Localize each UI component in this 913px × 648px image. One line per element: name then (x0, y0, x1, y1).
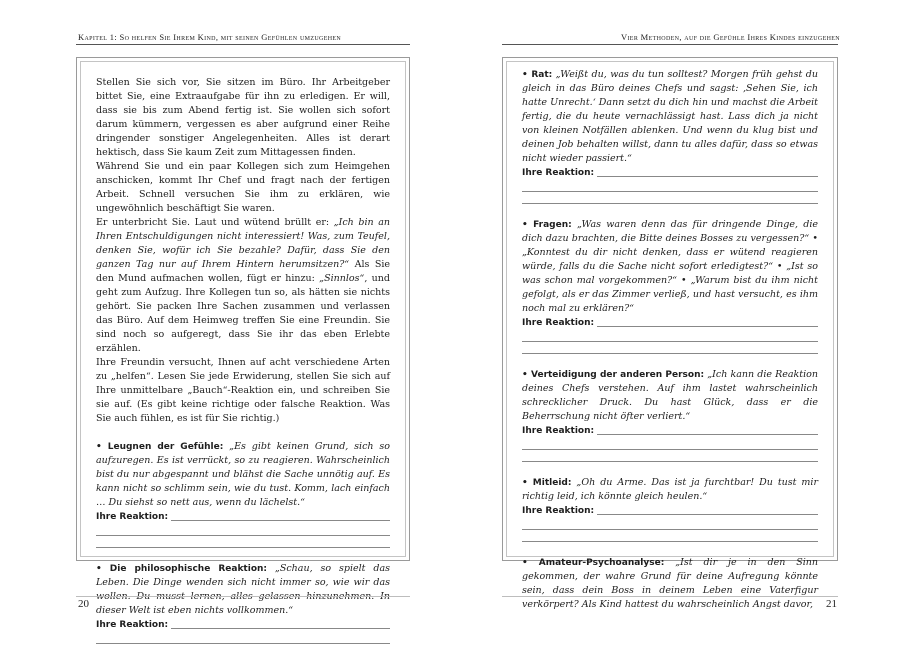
intro-paragraph-2: Während Sie und ein paar Kollegen sich zum Heimgehen anschicken, kommt Ihr Chef und fragt nach der fertigen Arbeit. Schnell versuchen Sie ihm zu erklären, wie ungewöhnlich beschäftigt Sie waren. (96, 161, 390, 214)
reaction-row[interactable]: Ihre Reaktion: (522, 424, 818, 438)
right-column (522, 68, 818, 612)
footer-rule-right (502, 596, 838, 597)
header-rule-left (76, 44, 410, 45)
reaction-row[interactable]: Ihre Reaktion: (96, 510, 390, 524)
answer-line[interactable] (96, 536, 390, 548)
answer-line[interactable] (522, 518, 818, 530)
response-item: • Amateur-Psychoanalyse: „Ist dir je in den Sinn gekommen, der wahre Grund für deine Aufregung könnte sein, dass dein Boss in deinem Leben eine Vaterfigur verkörpert? Als Kind hattest du wahrscheinlich Angst davor, (522, 557, 818, 610)
header-rule-right (502, 44, 838, 45)
intro-paragraph-1: Stellen Sie sich vor, Sie sitzen im Büro. Ihr Arbeitgeber bittet Sie, eine Extraaufgabe für ihn zu erledigen. Er will, dass sie bis zum Abend fertig ist. Sie wollen sich sofort darum kümmern, vergessen es aber aufgrund einer Reihe dringender sonstiger Angelegenheiten. Alles ist derart hektisch, dass Sie kaum Zeit zum Mittagessen finden. (96, 77, 390, 158)
answer-line[interactable] (522, 342, 818, 354)
response-item: • Rat: „Weißt du, was du tun solltest? Morgen früh gehst du gleich in das Büro deines Chefs und sagst: ‚Sehen Sie, ich hatte Unrecht.‘ Dann setzt du dich hin und machst die Arbeit fertig, die du heute vernachlässigt hast. Lass dich ja nicht von kleinen Notfällen ablenken. Und wenn du klug bist und deinen Job behalten willst, dann tu alles dafür, dass so etwas nicht wieder passiert.“ (522, 69, 818, 164)
answer-line[interactable] (96, 632, 390, 644)
reaction-row[interactable]: Ihre Reaktion: (522, 316, 818, 330)
response-item: • Fragen: „Was waren denn das für dringende Dinge, die dich dazu brachten, die Bitte deines Bosses zu vergessen?“ • „Konntest du dir nicht denken, dass er wütend reagieren würde, falls du die Sache nicht sofort erledigtest?“ • „Ist so was schon mal vorgekommen?“ • „Warum bist du ihm nicht gefolgt, als er das Zimmer verließ, und hast versucht, es ihm noch mal zu erklären?“ (522, 219, 818, 314)
answer-line[interactable] (96, 524, 390, 536)
answer-line[interactable] (522, 192, 818, 204)
answer-line[interactable] (522, 438, 818, 450)
answer-line[interactable] (522, 180, 818, 192)
intro-paragraph-4: Ihre Freundin versucht, Ihnen auf acht verschiedene Arten zu „helfen“. Lesen Sie jede Erwiderung, stellen Sie sich auf Ihre unmittelbare „Bauch“-Reaktion ein, und schreiben Sie sie auf. (Es gibt keine richtige oder falsche Reaktion. Was Sie auch fühlen, es ist für Sie richtig.) (96, 357, 390, 424)
answer-line[interactable] (522, 330, 818, 342)
answer-line[interactable] (522, 450, 818, 462)
reaction-row[interactable]: Ihre Reaktion: (522, 166, 818, 180)
response-item: • Verteidigung der anderen Person: „Ich kann die Reaktion deines Chefs verstehen. Auf ihm lastet wahrscheinlich schrecklicher Druck. Du hast Glück, dass er die Beherrschung nicht öfter verliert.“ (522, 369, 818, 422)
intro-paragraph-3: Er unterbricht Sie. Laut und wütend brüllt er: „Ich bin an Ihren Entschuldigungen nicht interessiert! Was, zum Teufel, denken Sie, wofür ich Sie bezahle? Dafür, dass Sie den ganzen Tag nur auf Ihrem Hintern herumsitzen?“ Als Sie den Mund aufmachen wollen, fügt er hinzu: „Sinnlos“, und geht zum Aufzug. Ihre Kollegen tun so, als hätten sie nichts gehört. Sie packen Ihre Sachen zusammen und verlassen das Büro. Auf dem Heimweg treffen Sie eine Freundin. Sie sind noch so aufgeregt, dass Sie ihr das eben Erlebte erzählen. (96, 217, 391, 354)
page-number-left: 20 (78, 598, 89, 610)
running-head-left: Kapitel 1: So helfen Sie Ihrem Kind, mit seinen Gefühlen umzugehen (78, 32, 342, 42)
page-number-right: 21 (826, 598, 837, 610)
left-column (96, 76, 390, 644)
footer-rule-left (76, 596, 410, 597)
response-item: • Die philosophische Reaktion: „Schau, so spielt das Leben. Die Dinge wenden sich nicht immer so, wie wir das wollen. Du musst lernen, alles gelassen hinzunehmen. In dieser Welt ist eben nichts vollkommen.“ (96, 563, 390, 616)
reaction-row[interactable]: Ihre Reaktion: (522, 504, 818, 518)
running-head-right: Vier Methoden, auf die Gefühle Ihres Kindes einzugehen (620, 32, 840, 42)
response-item: • Mitleid: „Oh du Arme. Das ist ja furchtbar! Du tust mir richtig leid, ich könnte gleich heulen.“ (522, 477, 819, 502)
reaction-row[interactable]: Ihre Reaktion: (96, 618, 390, 632)
response-item: • Leugnen der Gefühle: „Es gibt keinen Grund, sich so aufzuregen. Es ist verrückt, so zu reagieren. Wahrscheinlich bist du nur abgespannt und blähst die Sache unnötig auf. Es kann nicht so schlimm sein, wie du tust. Komm, lach einfach … Du siehst so nett aus, wenn du lächelst.“ (96, 441, 390, 508)
answer-line[interactable] (522, 530, 818, 542)
